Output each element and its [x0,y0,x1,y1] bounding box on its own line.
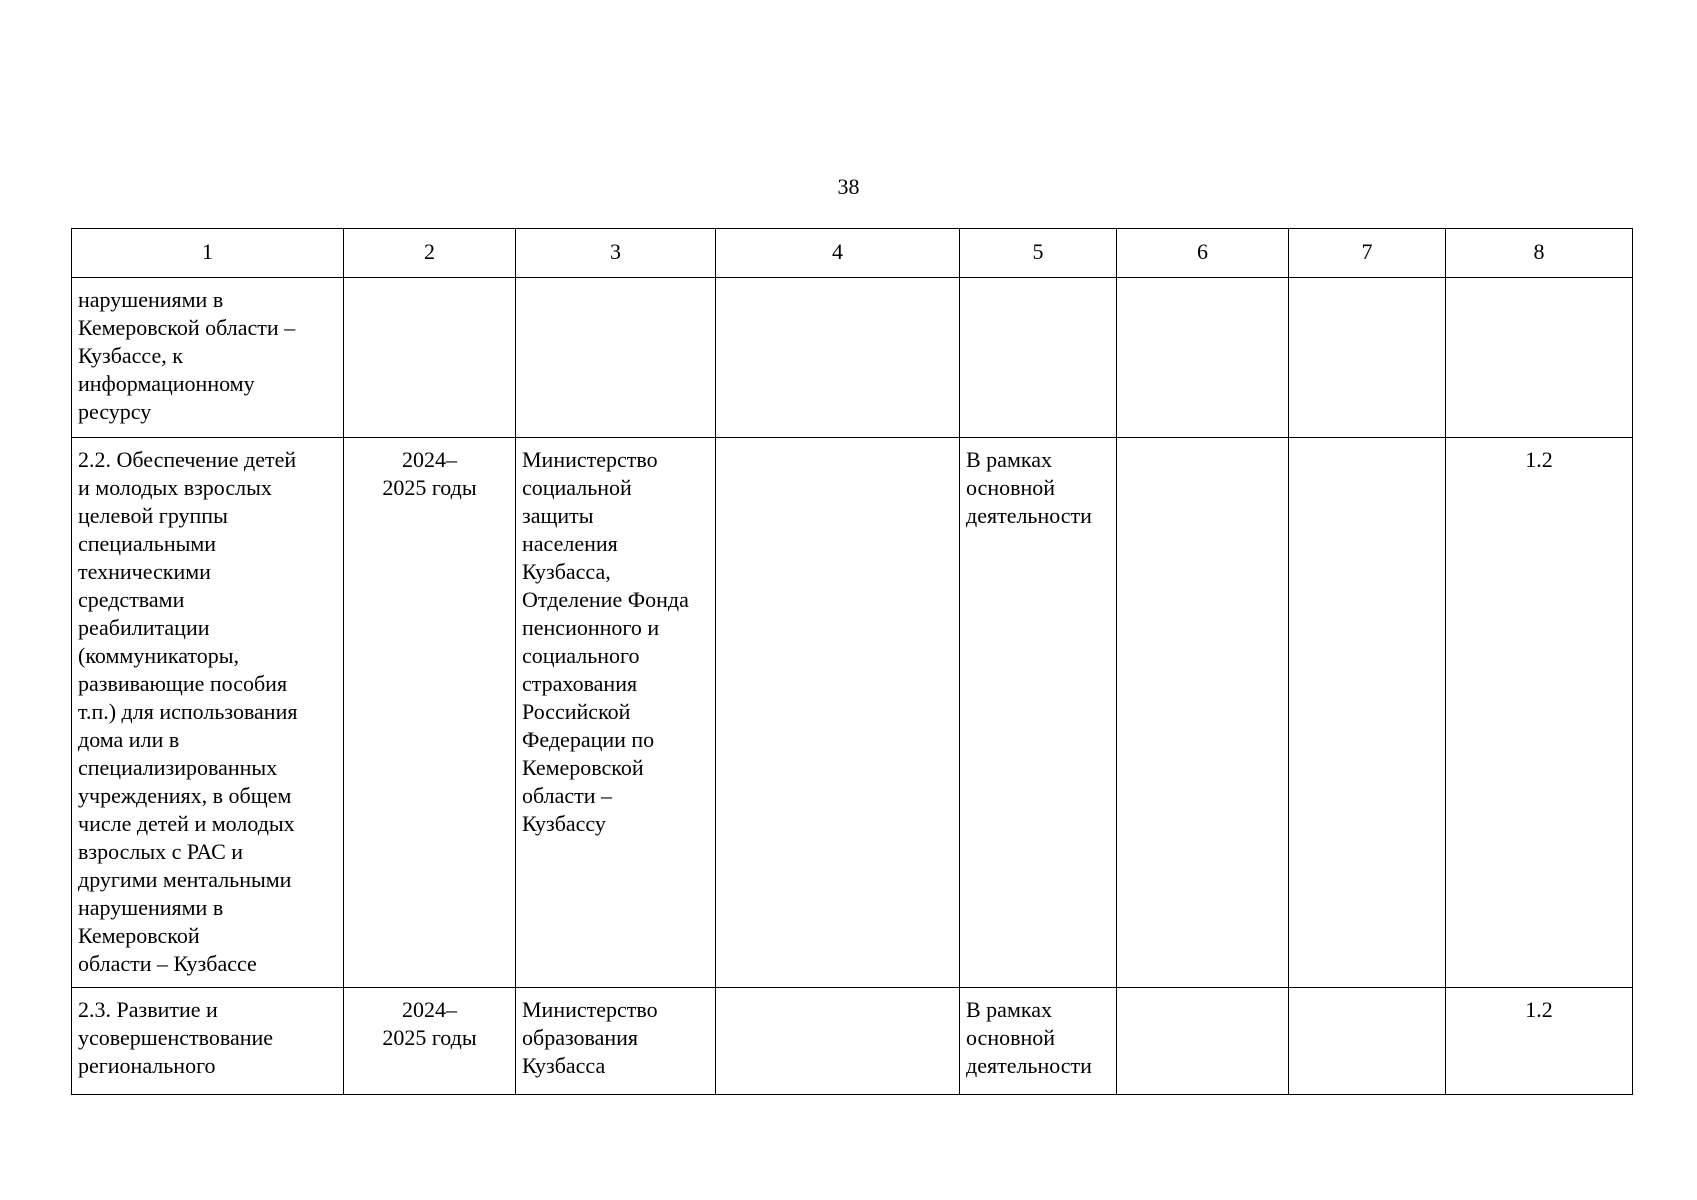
column-header-6: 6 [1117,229,1289,278]
measures-table [71,228,1633,1095]
table-cell [1289,278,1446,438]
table-cell: 2.3. Развитие и усовершенствование регионального [72,988,344,1095]
table-cell [960,278,1117,438]
column-header-7: 7 [1289,229,1446,278]
page-number: 38 [837,174,860,199]
table-row [72,988,1633,1095]
table-cell [1117,988,1289,1095]
table-row [72,278,1633,438]
table-cell [1117,278,1289,438]
column-header-5: 5 [960,229,1117,278]
table-cell: В рамках основной деятельности [960,988,1117,1095]
table-cell: нарушениями в Кемеровской области – Кузбассе, к информационному ресурсу [72,278,344,438]
column-header-3: 3 [516,229,716,278]
header-row [72,229,1633,278]
table-cell: 1.2 [1446,988,1633,1095]
table-cell [716,438,960,988]
table-cell [1289,988,1446,1095]
column-header-4: 4 [716,229,960,278]
column-header-1: 1 [72,229,344,278]
table-cell: Министерство образования Кузбасса [516,988,716,1095]
table-cell: Министерство социальной защиты населения Кузбасса, Отделение Фонда пенсионного и социального страхования Российской Федерации по Кемеровской области – Кузбассу [516,438,716,988]
table-cell [716,278,960,438]
table-cell: 2024– 2025 годы [344,438,516,988]
table-cell: 1.2 [1446,438,1633,988]
table-cell [344,278,516,438]
table-cell [1117,438,1289,988]
table-cell: В рамках основной деятельности [960,438,1117,988]
table-cell [1289,438,1446,988]
table-cell: 2024– 2025 годы [344,988,516,1095]
column-header-8: 8 [1446,229,1633,278]
table-cell [1446,278,1633,438]
table-cell [716,988,960,1095]
table-cell: 2.2. Обеспечение детей и молодых взрослых целевой группы специальными техническими средствами реабилитации (коммуникаторы, развивающие пособия т.п.) для использования дома или в специализированных учреждениях, в общем числе детей и молодых взрослых с РАС и другими ментальными нарушениями в Кемеровской области – Кузбассе [72,438,344,988]
table-cell [516,278,716,438]
table-row [72,438,1633,988]
column-header-2: 2 [344,229,516,278]
